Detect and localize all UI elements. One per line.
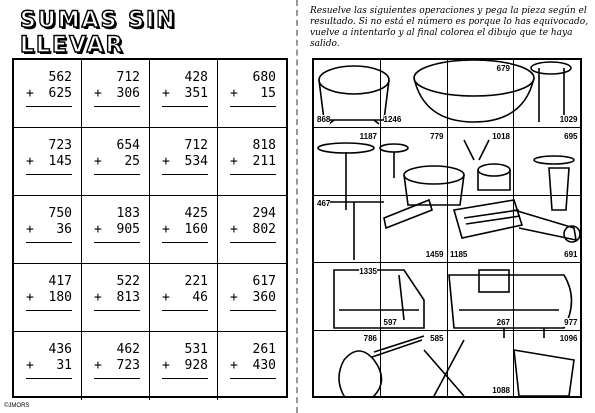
plus-sign: + <box>162 86 170 101</box>
second-addend-row <box>162 154 208 170</box>
addition-problem <box>94 70 140 107</box>
sum-cell <box>14 196 82 264</box>
second-addend-row <box>94 290 140 306</box>
puzzle-piece-number: 695 <box>564 131 578 141</box>
addition-problem <box>230 274 276 311</box>
credit-text: ©JMORS <box>4 403 30 409</box>
plus-sign: + <box>94 154 102 169</box>
addition-problem <box>162 342 208 379</box>
first-addend: 531 <box>184 342 208 357</box>
first-addend: 417 <box>48 274 72 289</box>
second-addend-row <box>26 154 72 170</box>
sum-cell <box>218 128 286 196</box>
plus-sign: + <box>162 290 170 305</box>
puzzle-piece-number: 585 <box>430 334 444 344</box>
sum-line <box>94 174 140 175</box>
second-addend: 625 <box>48 86 72 101</box>
puzzle-piece-number: 779 <box>430 131 444 141</box>
sum-line <box>94 378 140 379</box>
puzzle-piece <box>381 195 448 263</box>
plus-sign: + <box>26 290 34 305</box>
sum-cell <box>150 332 218 400</box>
second-addend: 534 <box>184 154 208 169</box>
plus-sign: + <box>162 358 170 373</box>
second-addend-row <box>162 86 208 102</box>
puzzle-piece <box>314 330 381 398</box>
puzzle-piece-number: 1187 <box>359 131 377 141</box>
second-addend: 723 <box>116 358 140 373</box>
plus-sign: + <box>26 222 34 237</box>
second-addend-row <box>94 222 140 238</box>
second-addend-row <box>162 222 208 238</box>
second-addend: 25 <box>124 154 140 169</box>
sum-cell <box>82 264 150 332</box>
second-addend-row <box>26 358 72 374</box>
puzzle-piece-number: 977 <box>564 317 578 327</box>
sum-cell <box>82 332 150 400</box>
second-addend: 928 <box>184 358 208 373</box>
puzzle-piece-number: 1096 <box>559 334 578 344</box>
puzzle-piece-number: 1459 <box>425 250 444 260</box>
second-addend-row <box>230 154 276 170</box>
puzzle-piece-number: 691 <box>564 250 578 260</box>
first-addend: 428 <box>184 70 208 85</box>
second-addend: 15 <box>260 86 276 101</box>
sum-line <box>230 378 276 379</box>
second-addend-row <box>26 86 72 102</box>
plus-sign: + <box>94 222 102 237</box>
addition-problem <box>94 206 140 243</box>
puzzle-piece-number: 786 <box>363 334 377 344</box>
second-addend: 430 <box>252 358 276 373</box>
sum-line <box>94 310 140 311</box>
plus-sign: + <box>162 154 170 169</box>
first-addend: 654 <box>116 138 140 153</box>
sum-cell <box>150 128 218 196</box>
sum-cell <box>218 196 286 264</box>
puzzle-piece <box>381 330 448 398</box>
first-addend: 436 <box>48 342 72 357</box>
page-divider <box>296 0 298 413</box>
addition-problem <box>162 70 208 107</box>
puzzle-piece <box>314 263 381 331</box>
puzzle-piece <box>314 128 381 196</box>
addition-problem <box>230 70 276 107</box>
addition-problem <box>94 342 140 379</box>
second-addend-row <box>94 358 140 374</box>
sum-cell <box>82 128 150 196</box>
addition-problem <box>162 206 208 243</box>
sum-line <box>230 310 276 311</box>
second-addend: 160 <box>184 222 208 237</box>
puzzle-piece <box>447 60 514 128</box>
sum-line <box>26 310 72 311</box>
sum-line <box>94 106 140 107</box>
second-addend-row <box>230 222 276 238</box>
first-addend: 462 <box>116 342 140 357</box>
addition-problem <box>94 274 140 311</box>
addition-problem <box>26 274 72 311</box>
second-addend-row <box>94 86 140 102</box>
addition-problem <box>94 138 140 175</box>
second-addend-row <box>230 290 276 306</box>
first-addend: 221 <box>184 274 208 289</box>
sum-cell <box>14 332 82 400</box>
puzzle-piece-number: 1029 <box>559 115 578 124</box>
puzzle-piece-number: 267 <box>496 317 510 327</box>
first-addend: 562 <box>48 70 72 85</box>
second-addend-row <box>94 154 140 170</box>
second-addend: 211 <box>252 154 276 169</box>
addition-problem <box>26 206 72 243</box>
plus-sign: + <box>230 154 238 169</box>
puzzle-piece <box>381 60 448 128</box>
second-addend: 180 <box>48 290 72 305</box>
sum-line <box>230 174 276 175</box>
plus-sign: + <box>26 154 34 169</box>
plus-sign: + <box>94 86 102 101</box>
puzzle-piece <box>314 60 381 128</box>
second-addend: 36 <box>56 222 72 237</box>
puzzle-piece <box>381 263 448 331</box>
addition-problem <box>230 342 276 379</box>
puzzle-piece <box>514 128 581 196</box>
sum-line <box>26 174 72 175</box>
puzzle-piece-number: 1088 <box>492 386 510 396</box>
plus-sign: + <box>230 86 238 101</box>
puzzle-piece-number: 1335 <box>359 266 377 276</box>
second-addend: 813 <box>116 290 140 305</box>
sum-cell <box>218 60 286 128</box>
second-addend: 802 <box>252 222 276 237</box>
first-addend: 723 <box>48 138 72 153</box>
sum-cell <box>150 264 218 332</box>
worksheet-title: SUMAS SIN LLEVAR <box>20 8 177 58</box>
second-addend-row <box>162 290 208 306</box>
first-addend: 294 <box>252 206 276 221</box>
first-addend: 522 <box>116 274 140 289</box>
puzzle-piece <box>514 263 581 331</box>
sum-line <box>94 242 140 243</box>
second-addend-row <box>230 358 276 374</box>
addition-problem <box>162 274 208 311</box>
puzzle-piece-number: 868 <box>317 115 331 124</box>
plus-sign: + <box>230 358 238 373</box>
plus-sign: + <box>26 358 34 373</box>
second-addend: 31 <box>56 358 72 373</box>
first-addend: 183 <box>116 206 140 221</box>
addition-problem <box>162 138 208 175</box>
sum-cell <box>82 196 150 264</box>
first-addend: 617 <box>252 274 276 289</box>
puzzle-piece-number: 679 <box>496 64 510 73</box>
second-addend-row <box>230 86 276 102</box>
first-addend: 425 <box>184 206 208 221</box>
plus-sign: + <box>94 290 102 305</box>
sum-cell <box>14 60 82 128</box>
second-addend-row <box>162 358 208 374</box>
second-addend: 145 <box>48 154 72 169</box>
sum-line <box>230 106 276 107</box>
sums-grid <box>12 58 288 398</box>
addition-problem <box>26 138 72 175</box>
sum-cell <box>82 60 150 128</box>
second-addend: 46 <box>192 290 208 305</box>
plus-sign: + <box>26 86 34 101</box>
puzzle-piece-number: 467 <box>317 199 331 209</box>
puzzle-piece <box>514 195 581 263</box>
puzzle-piece <box>447 330 514 398</box>
sum-line <box>26 106 72 107</box>
addition-problem <box>26 70 72 107</box>
puzzle-piece-number: 597 <box>383 317 397 327</box>
sum-line <box>26 378 72 379</box>
second-addend: 306 <box>116 86 140 101</box>
puzzle-piece <box>381 128 448 196</box>
puzzle-piece <box>447 195 514 263</box>
first-addend: 680 <box>252 70 276 85</box>
first-addend: 712 <box>116 70 140 85</box>
first-addend: 818 <box>252 138 276 153</box>
sum-cell <box>14 264 82 332</box>
puzzle-piece-number: 1185 <box>450 250 468 260</box>
sum-line <box>162 310 208 311</box>
sum-cell <box>218 264 286 332</box>
sum-line <box>230 242 276 243</box>
plus-sign: + <box>162 222 170 237</box>
puzzle-piece <box>514 60 581 128</box>
puzzle-piece <box>514 330 581 398</box>
puzzle-grid <box>312 58 582 398</box>
sum-line <box>162 106 208 107</box>
instructions-text: Resuelve las siguientes operaciones y pega la pieza según el resultado. Si no está el número es porque lo has equivocado, vuelve a intentarlo y al final colorea el dibujo que te haya salido. <box>310 6 589 49</box>
sum-cell <box>14 128 82 196</box>
second-addend: 360 <box>252 290 276 305</box>
puzzle-piece-number: 1018 <box>492 131 510 141</box>
puzzle-piece <box>314 195 381 263</box>
addition-problem <box>26 342 72 379</box>
sum-cell <box>150 60 218 128</box>
sum-line <box>162 242 208 243</box>
puzzle-piece <box>447 128 514 196</box>
first-addend: 261 <box>252 342 276 357</box>
sum-cell <box>218 332 286 400</box>
addition-problem <box>230 138 276 175</box>
sum-line <box>26 242 72 243</box>
second-addend: 351 <box>184 86 208 101</box>
addition-problem <box>230 206 276 243</box>
first-addend: 750 <box>48 206 72 221</box>
plus-sign: + <box>94 358 102 373</box>
second-addend-row <box>26 222 72 238</box>
sum-line <box>162 174 208 175</box>
second-addend-row <box>26 290 72 306</box>
puzzle-piece <box>447 263 514 331</box>
sum-cell <box>150 196 218 264</box>
sum-line <box>162 378 208 379</box>
plus-sign: + <box>230 222 238 237</box>
first-addend: 712 <box>184 138 208 153</box>
puzzle-piece-number: 1246 <box>383 115 402 124</box>
plus-sign: + <box>230 290 238 305</box>
second-addend: 905 <box>116 222 140 237</box>
